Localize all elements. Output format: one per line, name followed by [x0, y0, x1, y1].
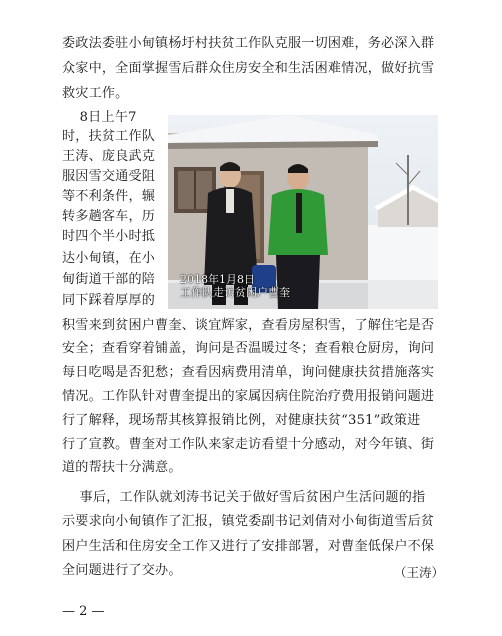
paragraph-2-line: 王涛、庞良武克: [62, 149, 156, 164]
paragraph-3-line: 困户生活和住房安全工作又进行了安排部署，对曹奎低保户不保: [62, 539, 435, 554]
paragraph-2-line: 行了宣教。曹奎对工作队来家走访看望十分感动，对今年镇、街: [62, 437, 435, 452]
visit-photo: [168, 115, 438, 309]
paragraph-2-line: 8日上午7: [62, 110, 137, 125]
paragraph-2-line: 时四个半小时抵: [62, 229, 156, 244]
paragraph-2-line: 道的帮扶十分满意。: [62, 460, 182, 475]
paragraph-2-line: 安全；查看穿着铺盖，询问是否温暖过冬；查看粮仓厨房，询问: [62, 341, 435, 356]
paragraph-2-line: 积雪来到贫困户曹奎、谈宜辉家，查看房屋积雪，了解住宅是否: [62, 318, 435, 333]
author-signature: （王涛）: [393, 565, 444, 580]
photo-caption-text: 工作队走访贫困户曹奎: [180, 286, 290, 299]
paragraph-1-line: 众家中，全面掌握雪后群众住房安全和生活困难情况，做好抗雪: [62, 61, 435, 76]
paragraph-2-line: 等不利条件，辗: [62, 189, 156, 204]
paragraph-2-line: 同下踩着厚厚的: [62, 293, 156, 308]
page-number: — 2 —: [62, 604, 105, 619]
paragraph-1-line: 救灾工作。: [62, 86, 129, 101]
paragraph-3-line: 示要求向小甸镇作了汇报，镇党委副书记刘倩对小甸街道雪后贫: [62, 514, 435, 529]
paragraph-2-line: 达小甸镇，在小: [62, 251, 156, 266]
paragraph-2-line: 时，扶贫工作队: [62, 129, 156, 144]
paragraph-2-line: 每日吃喝是否犯愁；查看因病费用清单，询问健康扶贫措施落实: [62, 365, 435, 380]
paragraph-3-line: 事后，工作队就刘涛书记关于做好雪后贫困户生活问题的指: [62, 490, 426, 505]
paragraph-2-line: 情况。工作队针对曹奎提出的家属因病住院治疗费用报销问题进: [62, 389, 435, 404]
paragraph-2-line: 转多趟客车，历: [62, 209, 156, 224]
paragraph-3-line: 全问题进行了交办。: [62, 563, 182, 578]
paragraph-2-line: 行了解释，现场帮其核算报销比例，对健康扶贫“351”政策进: [62, 413, 421, 428]
paragraph-2-line: 服因雪交通受阻: [62, 169, 156, 184]
paragraph-1-line: 委政法委驻小甸镇杨圩村扶贫工作队克服一切困难，务必深入群: [62, 36, 435, 51]
paragraph-2-line: 甸街道干部的陪: [62, 272, 156, 287]
photo-caption-date: 2018年1月8日: [180, 273, 255, 286]
